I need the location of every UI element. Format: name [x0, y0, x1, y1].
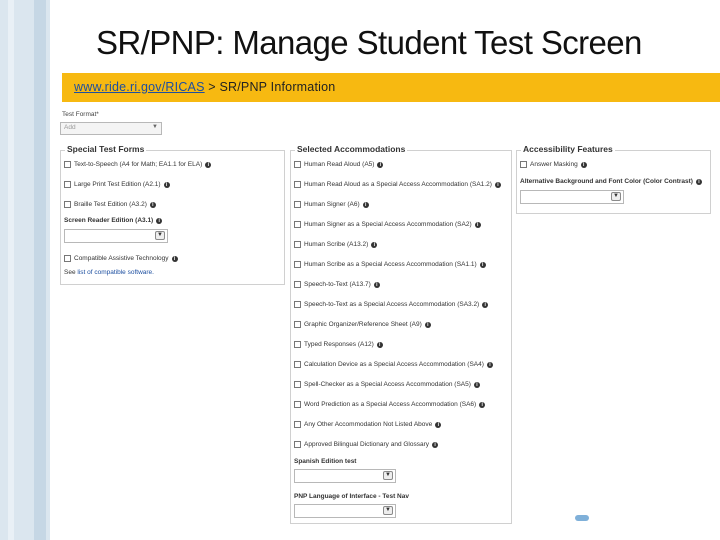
breadcrumb-separator: >: [204, 80, 220, 94]
accommodation-item[interactable]: Graphic Organizer/Reference Sheet (A9) i: [294, 321, 431, 328]
info-icon[interactable]: i: [479, 402, 485, 408]
chevron-down-icon: ▼: [152, 124, 158, 130]
checkbox[interactable]: [294, 241, 301, 248]
checkbox[interactable]: [294, 281, 301, 288]
info-icon[interactable]: i: [156, 218, 162, 224]
breadcrumb-current: SR/PNP Information: [219, 80, 336, 94]
spanish-edition-label: Spanish Edition test: [294, 458, 357, 465]
info-icon[interactable]: i: [425, 322, 431, 328]
accommodation-item[interactable]: Calculation Device as a Special Access Accommodation (SA4) i: [294, 361, 493, 368]
info-icon[interactable]: i: [374, 282, 380, 288]
info-icon[interactable]: i: [480, 262, 486, 268]
checkbox[interactable]: [294, 341, 301, 348]
checkbox[interactable]: [294, 201, 301, 208]
accommodation-item[interactable]: Human Read Aloud as a Special Access Accommodation (SA1.2) i: [294, 181, 501, 188]
checkbox[interactable]: [294, 441, 301, 448]
accommodation-item[interactable]: Human Scribe as a Special Access Accommodation (SA1.1) i: [294, 261, 486, 268]
accessibility-features-title: Accessibility Features: [523, 144, 613, 154]
checkbox[interactable]: [294, 181, 301, 188]
checkbox[interactable]: [294, 301, 301, 308]
compatible-software-note: See list of compatible software.: [64, 269, 154, 276]
checkbox[interactable]: [294, 261, 301, 268]
info-icon[interactable]: i: [487, 362, 493, 368]
info-icon[interactable]: i: [474, 382, 480, 388]
info-icon[interactable]: i: [432, 442, 438, 448]
accommodation-item[interactable]: Typed Responses (A12) i: [294, 341, 383, 348]
info-icon[interactable]: i: [482, 302, 488, 308]
info-icon[interactable]: i: [696, 179, 702, 185]
checkbox[interactable]: [294, 321, 301, 328]
screen-reader-label: Screen Reader Edition (A3.1) i: [64, 217, 162, 224]
checkbox[interactable]: [294, 381, 301, 388]
form-area: [60, 106, 715, 526]
accommodation-item[interactable]: Approved Bilingual Dictionary and Glossary i: [294, 441, 438, 448]
chevron-down-icon: ▼: [383, 471, 393, 480]
info-icon[interactable]: i: [371, 242, 377, 248]
breadcrumb-banner: [62, 73, 720, 102]
accommodation-item[interactable]: Human Signer (A6) i: [294, 201, 369, 208]
special-test-forms-panel: [60, 144, 285, 285]
special-test-forms-title: Special Test Forms: [67, 144, 145, 154]
accommodation-item[interactable]: Human Signer as a Special Access Accommodation (SA2) i: [294, 221, 481, 228]
checkbox[interactable]: [64, 181, 71, 188]
left-bar-stripe: [8, 0, 14, 540]
info-icon[interactable]: i: [435, 422, 441, 428]
checkbox[interactable]: [294, 421, 301, 428]
accommodation-item[interactable]: Human Scribe (A13.2) i: [294, 241, 377, 248]
chevron-down-icon: ▼: [155, 231, 165, 240]
special-form-item[interactable]: Compatible Assistive Technology i: [64, 255, 178, 262]
accommodation-item[interactable]: Human Read Aloud (A5) i: [294, 161, 383, 168]
test-format-value: Add: [64, 124, 76, 131]
alt-background-select[interactable]: [520, 190, 624, 204]
alt-background-label: Alternative Background and Font Color (Color Contrast) i: [520, 178, 702, 185]
info-icon[interactable]: i: [475, 222, 481, 228]
accommodation-item[interactable]: Speech-to-Text as a Special Access Accommodation (SA3.2) i: [294, 301, 488, 308]
info-icon[interactable]: i: [363, 202, 369, 208]
compatible-software-link[interactable]: list of compatible software.: [77, 269, 154, 276]
info-icon[interactable]: i: [495, 182, 501, 188]
special-form-item[interactable]: Large Print Test Edition (A2.1) i: [64, 181, 170, 188]
info-icon[interactable]: i: [150, 202, 156, 208]
selected-accommodations-title: Selected Accommodations: [297, 144, 406, 154]
info-icon[interactable]: i: [377, 342, 383, 348]
test-format-select[interactable]: [60, 122, 162, 135]
corner-decoration: [575, 515, 589, 521]
screen-reader-select[interactable]: [64, 229, 168, 243]
accommodation-item[interactable]: Any Other Accommodation Not Listed Above i: [294, 421, 441, 428]
accessibility-item[interactable]: Answer Masking i: [520, 161, 587, 168]
special-form-item[interactable]: Braille Test Edition (A3.2) i: [64, 201, 156, 208]
checkbox[interactable]: [64, 161, 71, 168]
checkbox[interactable]: [294, 161, 301, 168]
accommodation-item[interactable]: Spell-Checker as a Special Access Accommodation (SA5) i: [294, 381, 480, 388]
selected-accommodations-panel: [290, 144, 512, 524]
checkbox[interactable]: [294, 401, 301, 408]
info-icon[interactable]: i: [172, 256, 178, 262]
info-icon[interactable]: i: [164, 182, 170, 188]
language-interface-select[interactable]: [294, 504, 396, 518]
chevron-down-icon: ▼: [611, 192, 621, 201]
spanish-edition-select[interactable]: [294, 469, 396, 483]
left-decorative-bar: [0, 0, 50, 540]
info-icon[interactable]: i: [377, 162, 383, 168]
checkbox[interactable]: [294, 361, 301, 368]
info-icon[interactable]: i: [205, 162, 211, 168]
checkbox[interactable]: [64, 201, 71, 208]
checkbox[interactable]: [294, 221, 301, 228]
left-bar-inner: [34, 0, 46, 540]
accessibility-features-panel: [516, 144, 711, 214]
checkbox[interactable]: [64, 255, 71, 262]
accommodation-item[interactable]: Speech-to-Text (A13.7) i: [294, 281, 380, 288]
info-icon[interactable]: i: [581, 162, 587, 168]
accommodation-item[interactable]: Word Prediction as a Special Access Accommodation (SA6) i: [294, 401, 485, 408]
chevron-down-icon: ▼: [383, 506, 393, 515]
special-form-item[interactable]: Text-to-Speech (A4 for Math; EA1.1 for ELA) i: [64, 161, 211, 168]
checkbox[interactable]: [520, 161, 527, 168]
language-interface-label: PNP Language of Interface - Test Nav: [294, 493, 409, 500]
slide-title: SR/PNP: Manage Student Test Screen: [96, 24, 642, 61]
ricas-link[interactable]: www.ride.ri.gov/RICAS: [74, 80, 205, 94]
test-format-label: Test Format*: [62, 111, 99, 118]
